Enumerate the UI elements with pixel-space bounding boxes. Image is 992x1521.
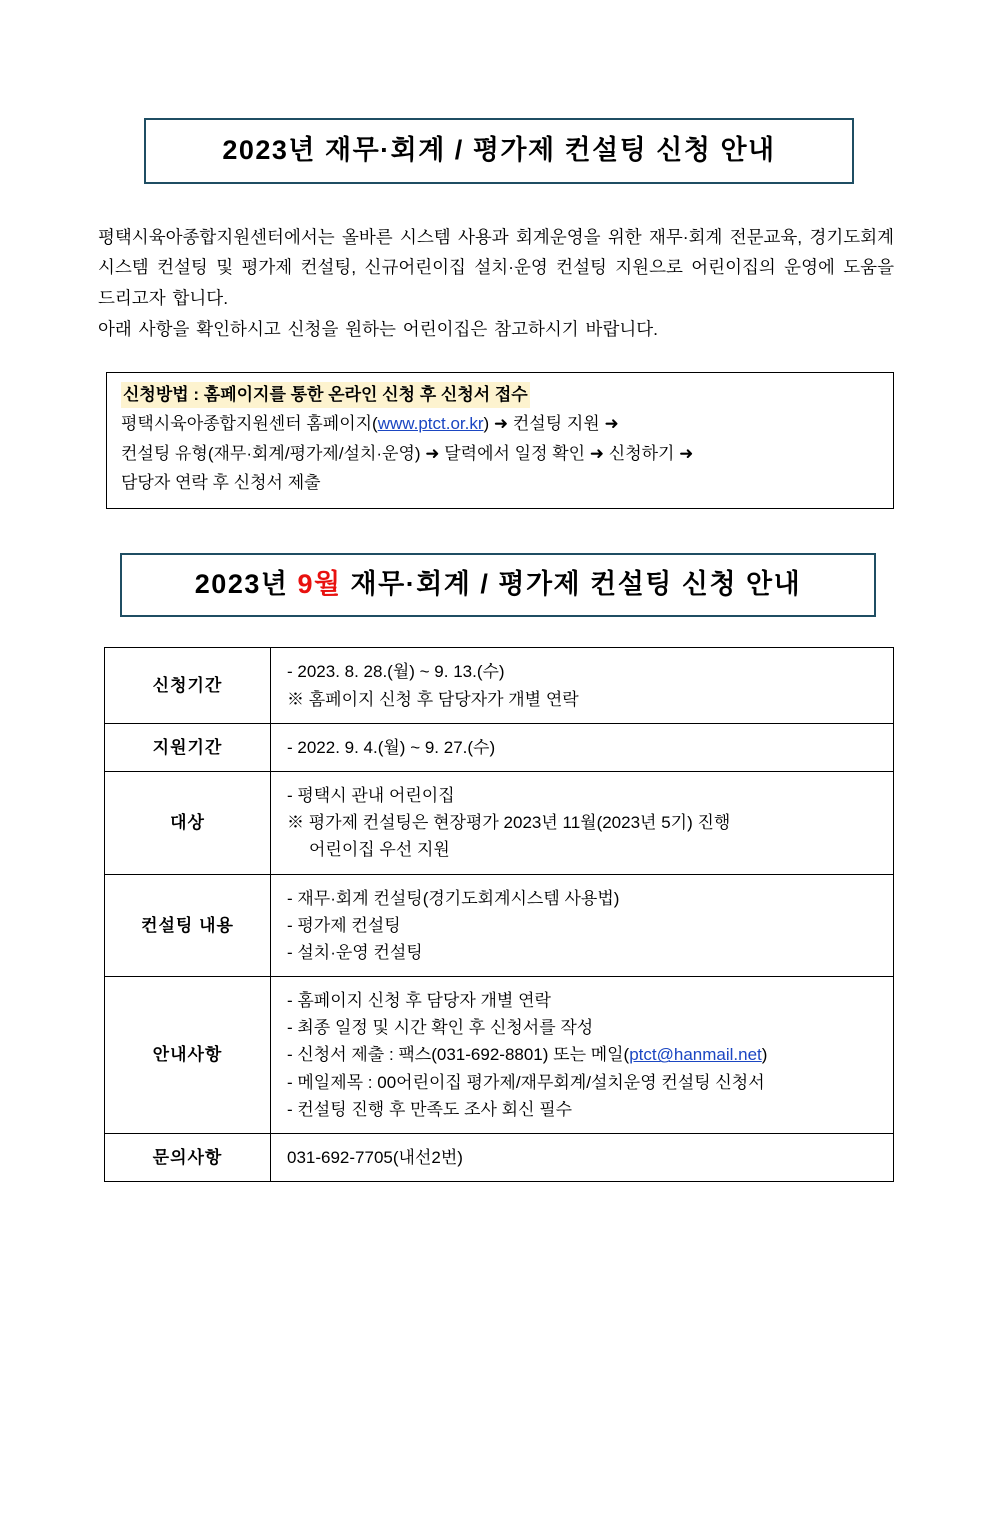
table-row (105, 771, 894, 874)
row-line: - 평택시 관내 어린이집 (287, 785, 455, 805)
row-label-consulting-content: 컨설팅 내용 (105, 874, 271, 977)
row-line: - 재무·회계 컨설팅(경기도회계시스템 사용법) (287, 888, 620, 908)
apply-method-line-3: 담당자 연락 후 신청서 제출 (121, 473, 321, 493)
row-label-guidance: 안내사항 (105, 977, 271, 1134)
row-content-guidance (271, 977, 894, 1134)
apply-method-heading: 신청방법 : 홈페이지를 통한 온라인 신청 후 신청서 접수 (121, 382, 530, 409)
intro-paragraph (98, 222, 894, 343)
month-title-prefix: 2023년 (194, 569, 298, 599)
row-line: ※ 평가제 컨설팅은 현장평가 2023년 11월(2023년 5기) 진행 (287, 813, 731, 833)
row-label-support-period: 지원기간 (105, 723, 271, 771)
month-title-text (122, 568, 874, 600)
row-line: ※ 홈페이지 신청 후 담당자가 개별 연락 (287, 689, 579, 709)
row-label-target: 대상 (105, 771, 271, 874)
month-title-box (120, 553, 876, 617)
table-row (105, 977, 894, 1134)
table-row (105, 648, 894, 723)
table-row (105, 874, 894, 977)
apply-method-box (106, 372, 894, 509)
row-line: 어린이집 우선 지원 (309, 840, 450, 860)
row-content-inquiry (271, 1134, 894, 1182)
row-line: 031-692-7705(내선2번) (287, 1148, 463, 1168)
intro-paragraph-2: 아래 사항을 확인하시고 신청을 원하는 어린이집은 참고하시기 바랍니다. (98, 318, 659, 339)
row-line: - 2023. 8. 28.(월) ~ 9. 13.(수) (287, 662, 505, 682)
apply-line1-before: 평택시육아종합지원센터 홈페이지( (121, 414, 378, 434)
main-title-box (144, 118, 854, 184)
homepage-link[interactable]: www.ptct.or.kr (377, 414, 484, 434)
consulting-info-table (104, 647, 894, 1182)
main-title-text: 2023년 재무·회계 / 평가제 컨설팅 신청 안내 (222, 135, 776, 165)
row-label-application-period: 신청기간 (105, 648, 271, 723)
row-content-support-period (271, 723, 894, 771)
row-line: - 설치·운영 컨설팅 (287, 942, 423, 962)
intro-paragraph-1: 평택시육아종합지원센터에서는 올바른 시스템 사용과 회계운영을 위한 재무·회계 전문교육, 경기도회계시스템 컨설팅 및 평가제 컨설팅, 신규어린이집 설치·운영 컨설팅 지원으로 어린이집의 운영에 도움을 드리고자 합니다. (98, 227, 894, 308)
apply-line1-after: ) ➜ 컨설팅 지원 ➜ (483, 414, 619, 434)
row-content-application-period (271, 648, 894, 723)
row-content-target (271, 771, 894, 874)
row-line: - 컨설팅 진행 후 만족도 조사 회신 필수 (287, 1099, 573, 1119)
row-line: - 2022. 9. 4.(월) ~ 9. 27.(수) (287, 737, 496, 757)
row-line: - 메일제목 : 00어린이집 평가제/재무회계/설치운영 컨설팅 신청서 (287, 1072, 765, 1092)
apply-method-line-1 (121, 410, 879, 438)
email-link[interactable]: ptct@hanmail.net (629, 1045, 762, 1065)
month-title-suffix: 재무·회계 / 평가제 컨설팅 신청 안내 (341, 569, 802, 599)
table-row (105, 1134, 894, 1182)
row-line-with-email: - 신청서 제출 : 팩스(031-692-8801) 또는 메일(ptct@hanmail.net) (287, 1045, 768, 1065)
row-line: - 최종 일정 및 시간 확인 후 신청서를 작성 (287, 1018, 594, 1038)
table-row (105, 723, 894, 771)
row-line: - 홈페이지 신청 후 담당자 개별 연락 (287, 991, 551, 1011)
row-label-inquiry: 문의사항 (105, 1134, 271, 1182)
document-page (0, 118, 992, 1521)
month-title-month: 9월 (297, 569, 342, 599)
row-line: - 평가제 컨설팅 (287, 915, 401, 935)
row-content-consulting-content (271, 874, 894, 977)
apply-method-line-2: 컨설팅 유형(재무·회계/평가제/설치·운영) ➜ 달력에서 일정 확인 ➜ 신청하기 ➜ (121, 443, 694, 463)
